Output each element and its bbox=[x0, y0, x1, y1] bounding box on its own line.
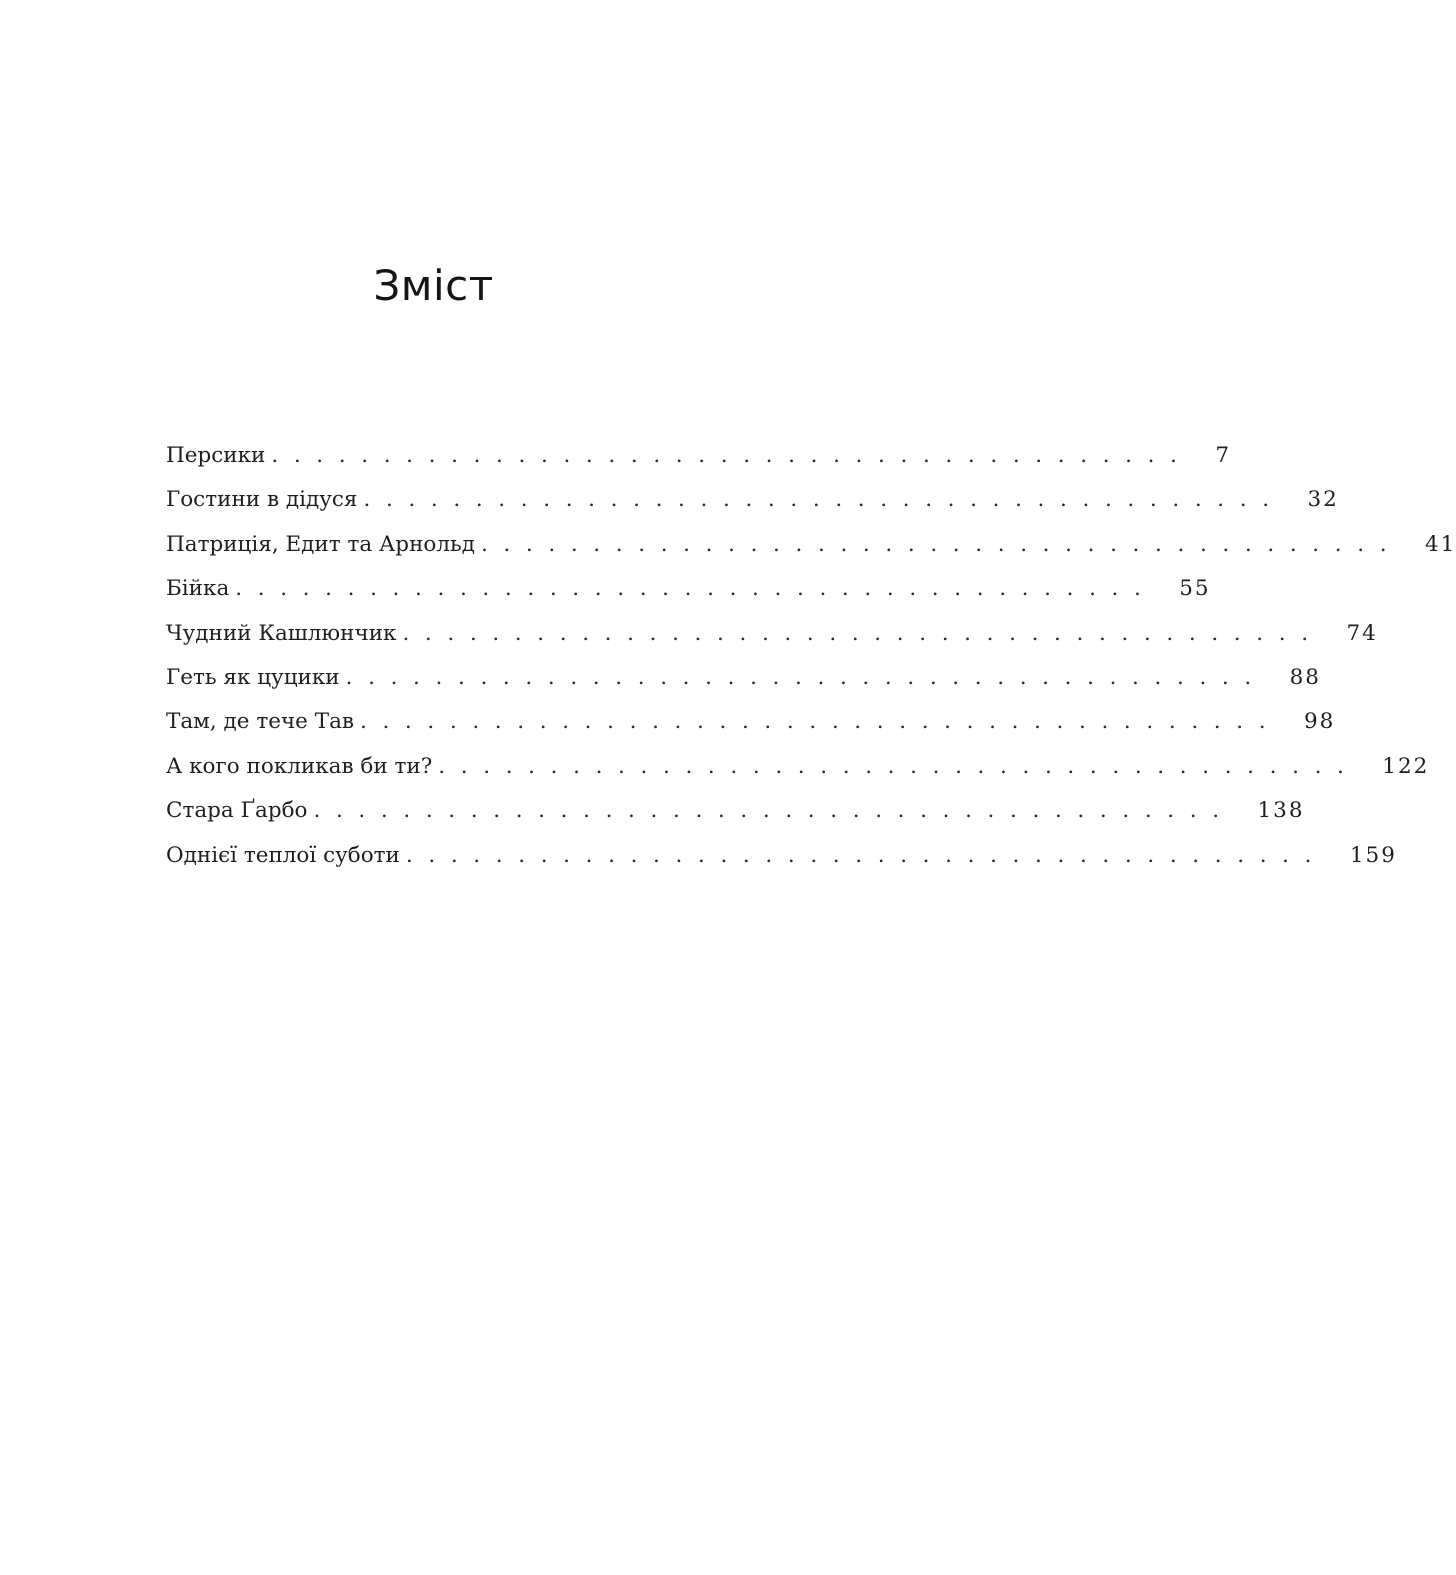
toc-page-number: 7 bbox=[1215, 443, 1232, 468]
dot-leader: . . . . . . . . . . . . . . . . . . . . . . . . . . . . . . . . . . . . . . . . . bbox=[313, 798, 1224, 824]
toc-page-number: 55 bbox=[1179, 576, 1211, 602]
toc-page-number: 74 bbox=[1346, 620, 1378, 646]
dot-leader: . . . . . . . . . . . . . . . . . . . . . . . . . . . . . . . . . . . . . . . . . bbox=[360, 709, 1270, 735]
toc-leader-wrap bbox=[475, 532, 1391, 557]
toc-entry-title: А кого покликав би ти? bbox=[166, 753, 433, 779]
toc-entry-title: Чудний Кашлюнчик bbox=[166, 620, 397, 646]
toc-entry[interactable] bbox=[166, 842, 1397, 887]
toc-entry-title: Геть як цуцики bbox=[166, 664, 340, 690]
toc-entry[interactable] bbox=[166, 487, 1339, 531]
toc-leader-wrap bbox=[357, 487, 1273, 512]
page-title: Зміст bbox=[373, 261, 494, 310]
toc-page-number: 41 bbox=[1424, 531, 1456, 557]
toc-leader-wrap bbox=[396, 621, 1312, 646]
toc-page-number: 98 bbox=[1303, 709, 1336, 735]
dot-leader: . . . . . . . . . . . . . . . . . . . . . . . . . . . . . . . . . . . . . . . . . bbox=[438, 753, 1349, 779]
toc-entry[interactable] bbox=[166, 753, 1430, 798]
toc-leader-wrap bbox=[340, 665, 1256, 690]
table-of-contents bbox=[166, 443, 1456, 887]
toc-entry[interactable] bbox=[166, 576, 1211, 620]
toc-entry[interactable] bbox=[166, 798, 1305, 842]
toc-leader-wrap bbox=[432, 754, 1348, 779]
toc-leader-wrap bbox=[265, 443, 1181, 468]
toc-page-number: 88 bbox=[1289, 664, 1321, 690]
toc-entry-title: Бійка bbox=[166, 576, 230, 602]
toc-leader-wrap bbox=[400, 843, 1316, 868]
dot-leader: . . . . . . . . . . . . . . . . . . . . . . . . . . . . . . . . . . . . . . . . . bbox=[363, 487, 1274, 513]
toc-leader-wrap bbox=[229, 576, 1145, 601]
dot-leader: . . . . . . . . . . . . . . . . . . . . . . . . . . . . . . . . . . . . . . . . . bbox=[402, 620, 1313, 646]
toc-page-number: 122 bbox=[1382, 753, 1430, 779]
toc-entry[interactable] bbox=[166, 709, 1336, 753]
toc-entry-title: Персики bbox=[166, 443, 266, 468]
toc-entry-title: Однієї теплої суботи bbox=[166, 842, 400, 868]
dot-leader: . . . . . . . . . . . . . . . . . . . . . . . . . . . . . . . . . . . . . . . . . bbox=[345, 664, 1256, 690]
toc-page-number: 138 bbox=[1257, 798, 1305, 824]
dot-leader: . . . . . . . . . . . . . . . . . . . . . . . . . . . . . . . . . . . . . . . . . bbox=[235, 576, 1146, 602]
toc-entry[interactable] bbox=[166, 620, 1378, 665]
toc-entry-title: Патриція, Едит та Арнольд bbox=[166, 531, 475, 557]
toc-page-number: 32 bbox=[1307, 487, 1339, 513]
toc-entry-title: Там, де тече Тав bbox=[166, 709, 354, 735]
toc-page-number: 159 bbox=[1349, 842, 1397, 868]
toc-leader-wrap bbox=[308, 798, 1224, 823]
dot-leader: . . . . . . . . . . . . . . . . . . . . . . . . . . . . . . . . . . . . . . . . . bbox=[271, 443, 1182, 468]
dot-leader: . . . . . . . . . . . . . . . . . . . . . . . . . . . . . . . . . . . . . . . . . bbox=[480, 531, 1391, 557]
dot-leader: . . . . . . . . . . . . . . . . . . . . . . . . . . . . . . . . . . . . . . . . . bbox=[405, 842, 1316, 868]
toc-entry[interactable] bbox=[166, 664, 1321, 709]
toc-leader-wrap bbox=[354, 709, 1270, 734]
toc-entry[interactable] bbox=[166, 531, 1456, 576]
toc-entry-title: Гостини в дідуся bbox=[166, 487, 358, 513]
toc-entry-title: Стара Ґарбо bbox=[166, 798, 308, 824]
toc-entry[interactable] bbox=[166, 443, 1232, 487]
